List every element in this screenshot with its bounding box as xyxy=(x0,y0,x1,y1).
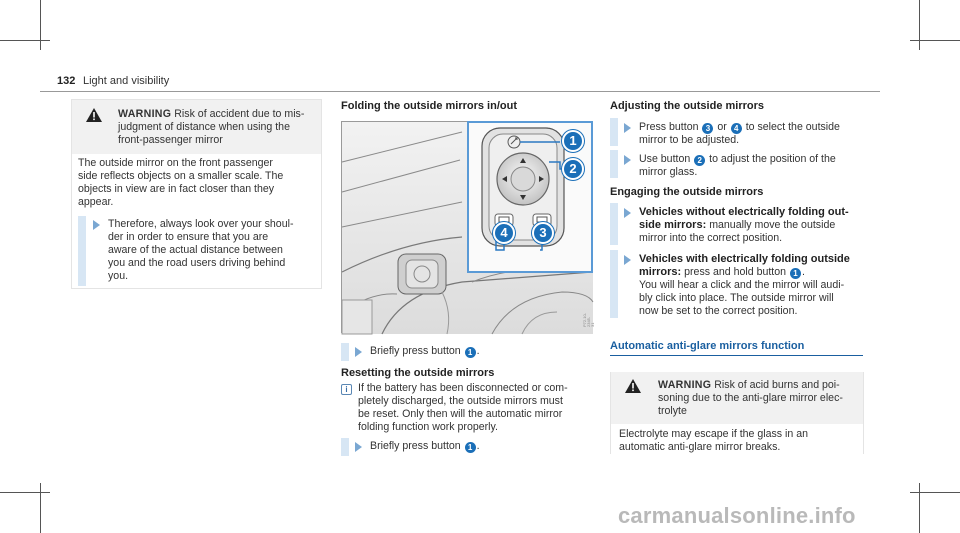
folding-step-1: Briefly press button 1 . xyxy=(370,345,480,357)
anti-glare-rule xyxy=(610,355,863,356)
warning-line-3: front-passenger mirror xyxy=(118,134,223,146)
section-title: Light and visibility xyxy=(83,75,170,87)
button-ref-1: 1 xyxy=(790,268,801,279)
warning-box-accident xyxy=(71,99,322,289)
crop-mark xyxy=(0,40,50,41)
step-bar xyxy=(78,216,86,286)
callout-4: 4 xyxy=(493,222,515,244)
step-bullet-icon xyxy=(355,347,362,357)
crop-mark xyxy=(919,0,920,50)
crop-mark xyxy=(919,483,920,533)
step-bullet-icon xyxy=(624,155,631,165)
crop-mark xyxy=(0,492,50,493)
anti-glare-title: Automatic anti-glare mirrors function xyxy=(610,340,805,352)
step-bullet-icon xyxy=(624,255,631,265)
adjust-step-2: Use button 2 to adjust the position of the mirror glass. xyxy=(639,153,836,178)
button-ref-1: 1 xyxy=(465,347,476,358)
warning-step: Therefore, always look over your shoul- der in order to ensure that you are aware of the actual distance between you and the road users driving behind you. xyxy=(108,218,294,282)
page-number: 132 xyxy=(57,75,76,87)
warning-label: WARNING xyxy=(658,379,712,391)
button-ref-1: 1 xyxy=(465,442,476,453)
warning-header: WARNING Risk of acid burns and poi- soning due to the anti-glare mirror elec- trolyte xyxy=(611,372,863,424)
reset-title: Resetting the outside mirrors xyxy=(341,367,495,379)
step-bullet-icon xyxy=(355,442,362,452)
button-ref-2: 2 xyxy=(694,155,705,166)
reset-text: If the battery has been disconnected or com- pletely discharged, the outside mirrors must be reset. Only then will the automatic mirror folding function work properly. xyxy=(358,382,568,433)
adjust-title: Adjusting the outside mirrors xyxy=(610,100,765,112)
adjust-step-1: Press button 3 or 4 to select the outside mirror to be adjusted. xyxy=(639,121,840,146)
folding-title: Folding the outside mirrors in/out xyxy=(341,100,517,112)
info-icon: i xyxy=(341,384,352,395)
crop-mark xyxy=(910,492,960,493)
step-bar xyxy=(341,343,349,361)
watermark: carmanualsonline.info xyxy=(618,503,856,528)
warning-body: The outside mirror on the front passenger side reflects objects on a smaller scale. The objects in view are in fact closer than they appear. xyxy=(78,157,284,208)
folding-step-2: Briefly press button 1 . xyxy=(370,440,480,452)
step-bar xyxy=(610,118,618,146)
mirror-switch-figure xyxy=(341,121,595,333)
warning-triangle-icon xyxy=(625,379,641,393)
button-ref-3: 3 xyxy=(702,123,713,134)
button-ref-4: 4 xyxy=(731,123,742,134)
step-bar xyxy=(341,438,349,456)
crop-mark xyxy=(40,0,41,50)
crop-mark xyxy=(40,483,41,533)
electrolyte-text: Electrolyte may escape if the glass in an automatic anti-glare mirror breaks. xyxy=(619,428,809,453)
step-bar xyxy=(610,250,618,318)
step-bullet-icon xyxy=(93,220,100,230)
warning-triangle-icon xyxy=(86,108,102,122)
warning-header xyxy=(72,100,321,154)
warning-box-acid xyxy=(610,372,864,454)
callout-3: 3 xyxy=(532,222,554,244)
callout-1: 1 xyxy=(562,130,584,152)
callout-2: 2 xyxy=(562,158,584,180)
step-bullet-icon xyxy=(624,123,631,133)
warning-line-2: judgment of distance when using the xyxy=(118,121,290,133)
door-panel-illustration xyxy=(342,122,593,334)
crop-mark xyxy=(910,40,960,41)
page-header xyxy=(40,74,880,90)
header-rule xyxy=(40,91,880,92)
engage-step-1: Vehicles without electrically folding out- side mirrors: manually move the outside mirror into the correct position. xyxy=(639,206,849,244)
step-bullet-icon xyxy=(624,208,631,218)
figure-code: P72.10-2345-31 xyxy=(582,312,595,327)
warning-line-1: WARNING Risk of accident due to mis- xyxy=(118,108,305,120)
step-bar xyxy=(610,203,618,245)
engage-title: Engaging the outside mirrors xyxy=(610,186,764,198)
warning-label: WARNING xyxy=(118,108,172,120)
engage-step-2: Vehicles with electrically folding outside mirrors: press and hold button 1 . You will hear a click and the mirror will audi- bly click into place. The outside mirror will now be set to the correct position. xyxy=(639,253,850,317)
step-bar xyxy=(610,150,618,178)
